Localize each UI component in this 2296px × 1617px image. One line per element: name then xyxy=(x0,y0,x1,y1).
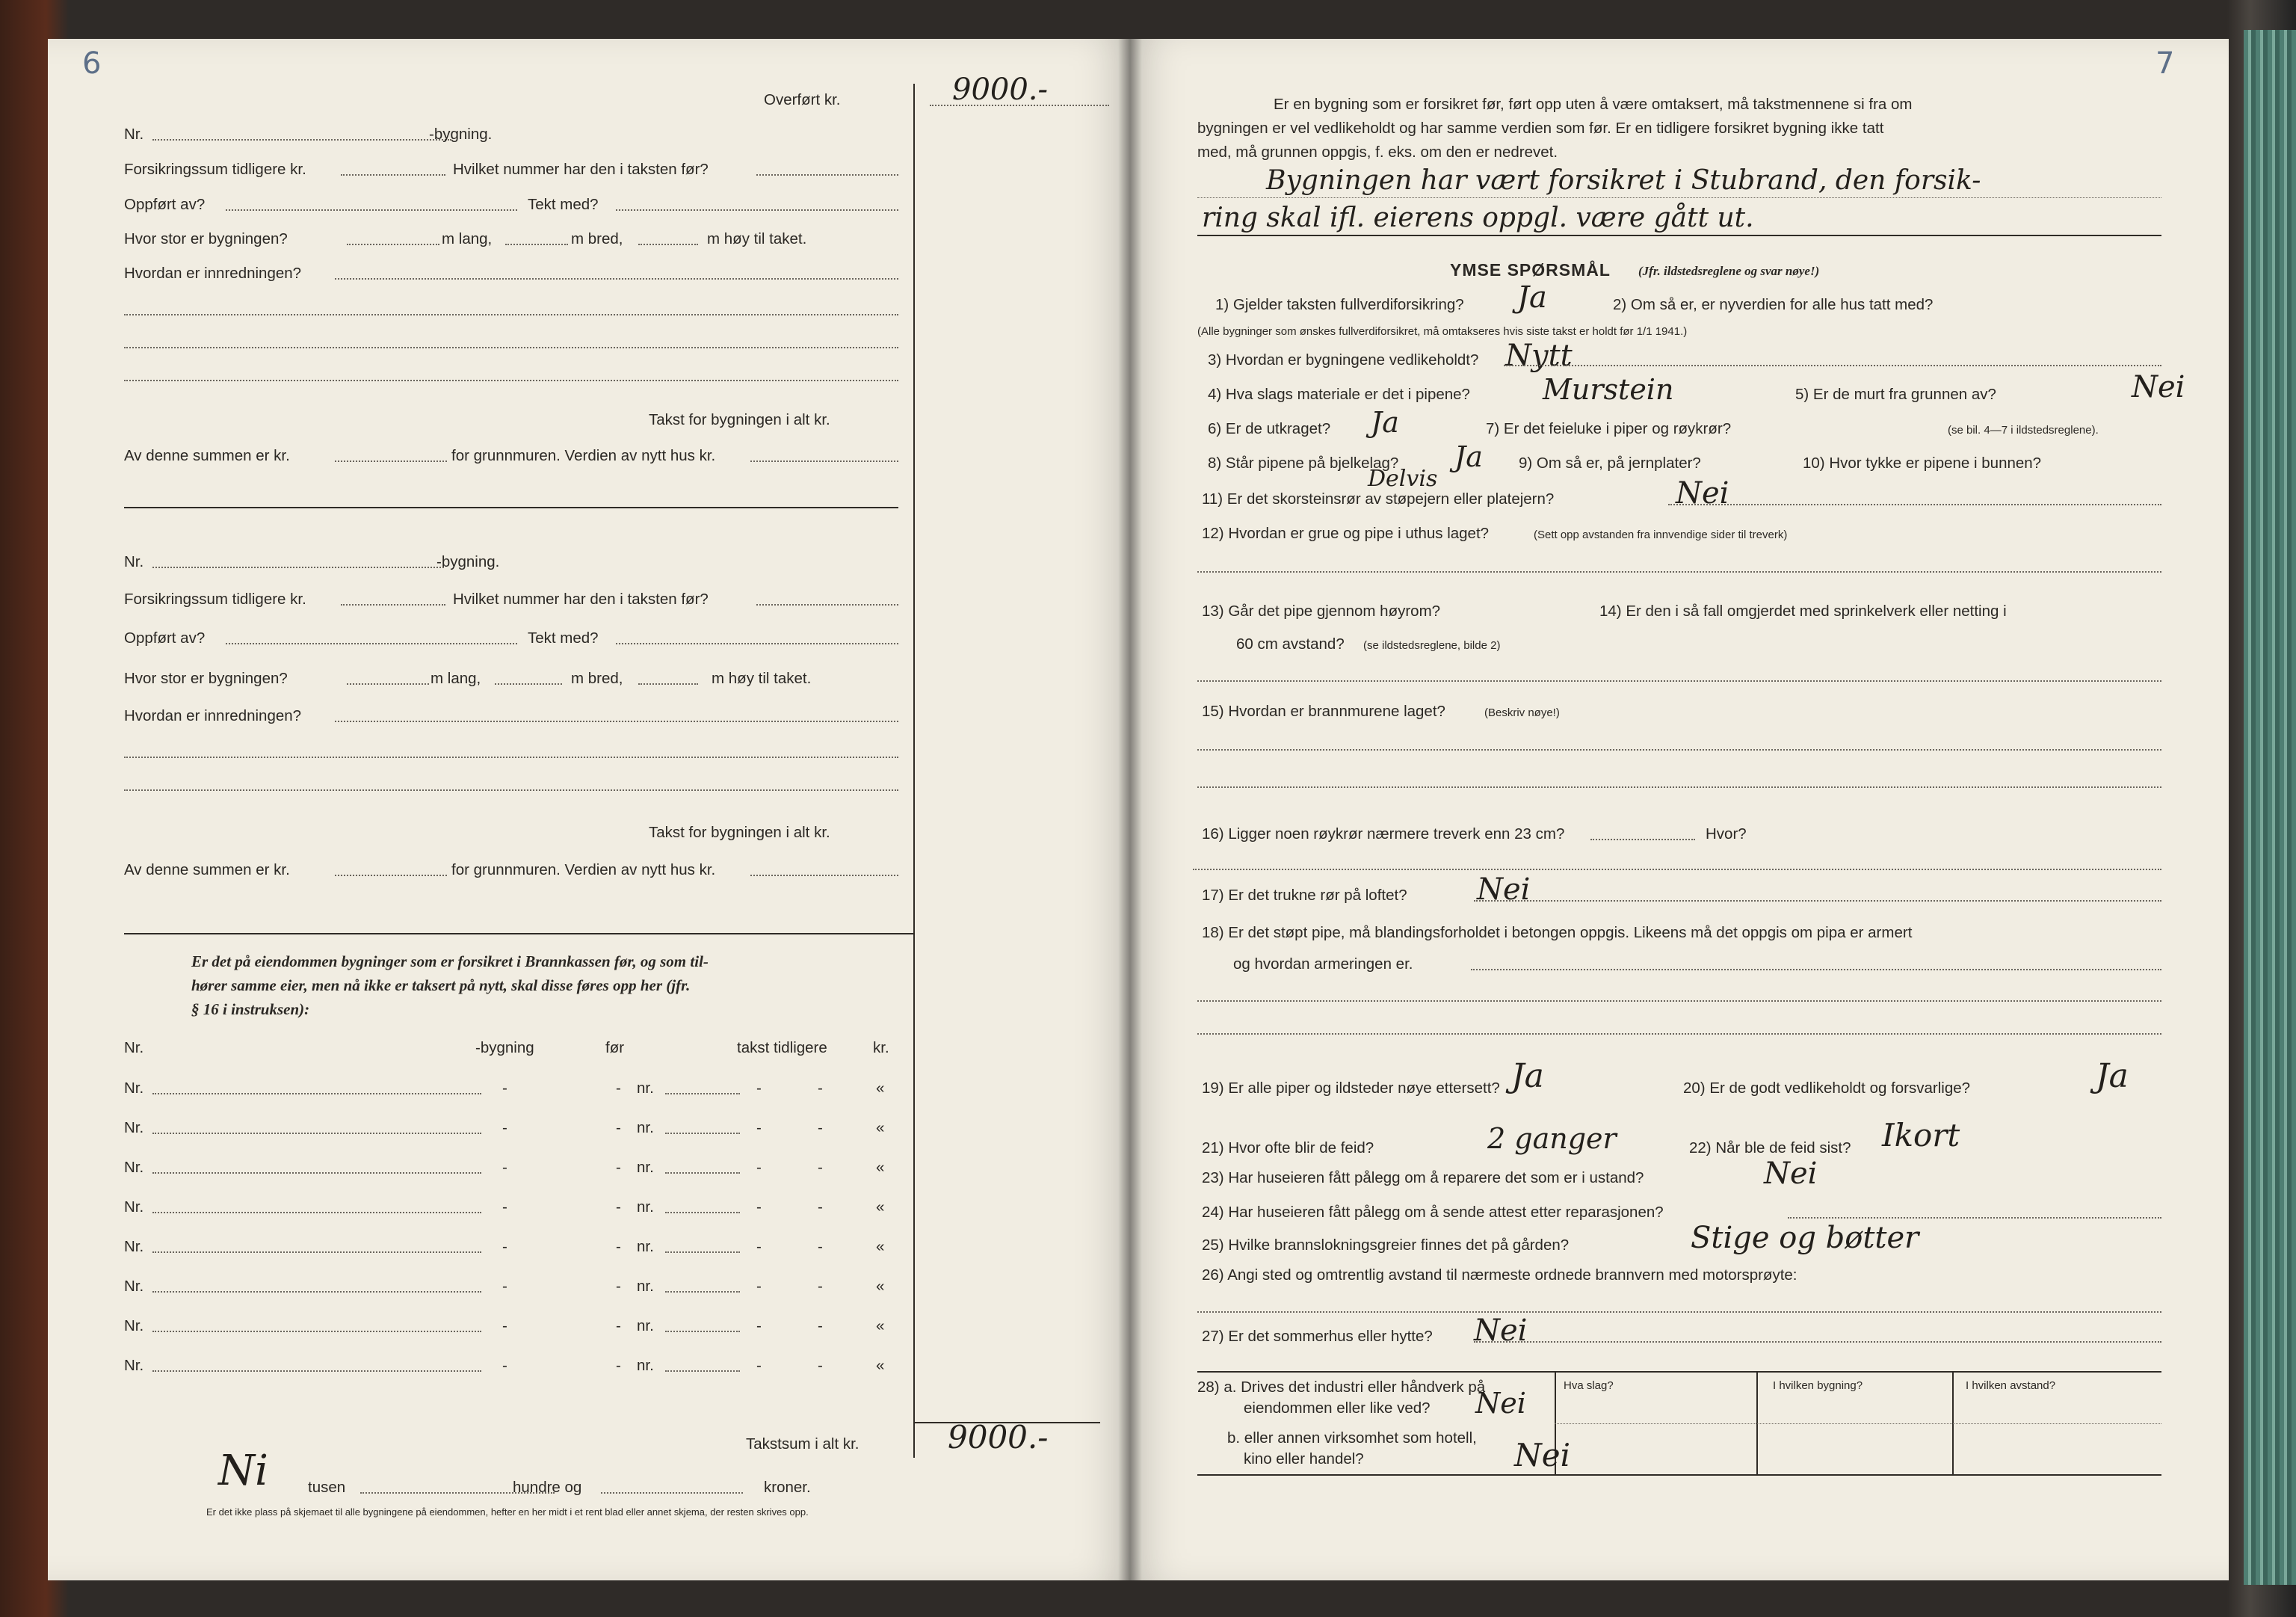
b1-forsikring-dots xyxy=(341,174,445,176)
b1-av-denne: Av denne summen er kr. xyxy=(124,447,290,464)
b2-innredning-dots-3 xyxy=(124,789,898,791)
hundre-dots xyxy=(601,1492,743,1494)
row-nr-dots xyxy=(152,1251,481,1253)
a4: Murstein xyxy=(1543,373,1674,406)
sum-in-words-value: Ni xyxy=(218,1447,268,1495)
q7: 7) Er det feieluke i piper og røykrør? xyxy=(1486,420,1732,437)
q22: 22) Når ble de feid sist? xyxy=(1689,1139,1851,1156)
a11-dots xyxy=(1668,504,2161,505)
row-nr2-dots xyxy=(665,1291,740,1293)
q15-dots-2 xyxy=(1197,786,2161,788)
row-nr: Nr. xyxy=(124,1159,144,1176)
a21: 2 ganger xyxy=(1487,1122,1617,1155)
row-q: « xyxy=(876,1238,885,1255)
q5: 5) Er de murt fra grunnen av? xyxy=(1795,386,1996,403)
row-dash4: - xyxy=(818,1079,823,1097)
b2-oppfort: Oppført av? xyxy=(124,629,206,647)
q15-note: (Beskriv nøye!) xyxy=(1484,706,1560,719)
instruction-line-3: § 16 i instruksen): xyxy=(191,1000,310,1018)
a8: Ja xyxy=(1454,440,1483,473)
row-dash3: - xyxy=(756,1159,762,1176)
q28-bottom-rule xyxy=(1197,1474,2161,1476)
right-page xyxy=(1130,39,2229,1580)
q15: 15) Hvordan er brannmurene laget? xyxy=(1202,703,1445,720)
row-nr2-dots xyxy=(665,1133,740,1134)
b1-innredning: Hvordan er innredningen? xyxy=(124,265,302,282)
row-nr2: nr. xyxy=(637,1119,654,1136)
q18a: 18) Er det støpt pipe, må blandingsforholdet i betongen oppgis. Likeens må det oppgis om pipa er armert xyxy=(1202,924,1913,941)
ymse-title: YMSE SPØRSMÅL xyxy=(1450,260,1611,280)
q13: 13) Går det pipe gjennom høyrom? xyxy=(1202,603,1441,620)
row-nr2: nr. xyxy=(637,1357,654,1374)
b1-oppfort-dots xyxy=(226,209,517,211)
a20: Ja xyxy=(2096,1057,2129,1095)
row-dash2: - xyxy=(616,1278,621,1295)
row-nr-dots xyxy=(152,1133,481,1134)
q24: 24) Har huseieren fått pålegg om å sende attest etter reparasjonen? xyxy=(1202,1204,1664,1221)
b2-av-denne-dots xyxy=(335,875,447,876)
row-dash3: - xyxy=(756,1238,762,1255)
b2-hvilket: Hvilket nummer har den i taksten før? xyxy=(453,591,709,608)
q14b: 60 cm avstand? xyxy=(1236,635,1345,653)
b2-forsikring-dots xyxy=(341,604,445,606)
row-nr2-dots xyxy=(665,1172,740,1174)
row-dash3: - xyxy=(756,1119,762,1136)
tusen-label: tusen xyxy=(308,1479,346,1496)
intro-line-1: Er en bygning som er forsikret før, ført opp uten å være omtaksert, må takstmennene si fra om xyxy=(1274,96,1913,113)
q12-dots xyxy=(1197,571,2161,573)
q12: 12) Hvordan er grue og pipe i uthus laget? xyxy=(1202,525,1490,542)
b2-hvor-stor: Hvor stor er bygningen? xyxy=(124,670,288,687)
q14: 14) Er den i så fall omgjerdet med sprinkelverk eller netting i xyxy=(1599,603,2007,620)
col-hvilken-avstand: I hvilken avstand? xyxy=(1966,1379,2056,1392)
b1-oppfort: Oppført av? xyxy=(124,196,206,213)
page-number-left: 6 xyxy=(82,46,102,81)
q16: 16) Ligger noen røykrør nærmere treverk enn 23 cm? xyxy=(1202,825,1565,843)
b1-hvilket: Hvilket nummer har den i taksten før? xyxy=(453,161,709,178)
row-nr-dots xyxy=(152,1093,481,1094)
q28a-line-2: eiendommen eller like ved? xyxy=(1244,1399,1431,1417)
page-edges xyxy=(2244,30,2296,1585)
kroner-label: kroner. xyxy=(764,1479,811,1496)
q28-top-rule xyxy=(1197,1371,2161,1373)
b2-tekt: Tekt med? xyxy=(528,629,599,647)
b1-nr: Nr. xyxy=(124,126,144,143)
remark-line-1 xyxy=(1197,197,2161,198)
b2-oppfort-dots xyxy=(226,643,517,644)
q18-dots-2 xyxy=(1197,1000,2161,1002)
b2-hvilket-dots xyxy=(756,604,898,606)
q25: 25) Hvilke brannslokningsgreier finnes det på gården? xyxy=(1202,1236,1570,1254)
a3-dots xyxy=(1504,365,2161,366)
q26-dots xyxy=(1197,1311,2161,1313)
a28a: Nei xyxy=(1475,1387,1526,1420)
row-dash4: - xyxy=(818,1198,823,1216)
row-dash1: - xyxy=(502,1238,507,1255)
q23: 23) Har huseieren fått pålegg om å reparere det som er i ustand? xyxy=(1202,1169,1644,1186)
row-q: « xyxy=(876,1278,885,1295)
b2-nr-dots xyxy=(152,567,444,568)
row-nr: Nr. xyxy=(124,1198,144,1216)
q16-dots-2 xyxy=(1193,869,2161,870)
b1-nr-dots xyxy=(152,139,451,141)
instruction-line-1: Er det på eiendommen bygninger som er forsikret i Brannkassen før, og som til- xyxy=(191,952,709,970)
col-hvilken-bygning: I hvilken bygning? xyxy=(1773,1379,1863,1392)
a22: Ikort xyxy=(1882,1117,1960,1154)
row-nr: Nr. xyxy=(124,1278,144,1295)
q10: 10) Hvor tykke er pipene i bunnen? xyxy=(1803,455,2042,472)
th-nr: Nr. xyxy=(124,1039,144,1056)
takstsum-label: Takstsum i alt kr. xyxy=(746,1435,860,1453)
b2-bygning: -bygning. xyxy=(436,553,500,570)
q11: 11) Er det skorsteinsrør av støpejern eller platejern? xyxy=(1202,490,1555,508)
b1-tekt: Tekt med? xyxy=(528,196,599,213)
row-nr2-dots xyxy=(665,1212,740,1213)
row-dash1: - xyxy=(502,1317,507,1334)
q12-note: (Sett opp avstanden fra innvendige sider til treverk) xyxy=(1534,529,1788,541)
left-page xyxy=(48,39,1130,1580)
row-dash2: - xyxy=(616,1079,621,1097)
b1-hvor-stor: Hvor stor er bygningen? xyxy=(124,230,288,247)
q14-dots xyxy=(1197,680,2161,682)
row-dash3: - xyxy=(756,1198,762,1216)
q7-note: (se bil. 4—7 i ildstedsreglene). xyxy=(1948,424,2099,437)
q15-dots-1 xyxy=(1197,749,2161,751)
row-nr-dots xyxy=(152,1370,481,1372)
row-dash4: - xyxy=(818,1238,823,1255)
a17: Nei xyxy=(1477,872,1531,907)
b2-innredning: Hvordan er innredningen? xyxy=(124,707,302,724)
q21: 21) Hvor ofte blir de feid? xyxy=(1202,1139,1374,1156)
b1-takst: Takst for bygningen i alt kr. xyxy=(649,411,830,428)
row-nr2: nr. xyxy=(637,1238,654,1255)
th-bygning: -bygning xyxy=(475,1039,534,1056)
row-nr: Nr. xyxy=(124,1238,144,1255)
q28-col-2 xyxy=(1756,1371,1758,1474)
a25: Stige og bøtter xyxy=(1691,1221,1919,1255)
row-q: « xyxy=(876,1317,885,1334)
row-dash2: - xyxy=(616,1198,621,1216)
overfort-label: Overført kr. xyxy=(764,91,841,108)
row-nr2-dots xyxy=(665,1093,740,1094)
handwritten-remark-2: ring skal ifl. eierens oppgl. være gått ut. xyxy=(1202,203,1754,233)
q28-mid-rule xyxy=(1555,1423,2161,1424)
row-nr2: nr. xyxy=(637,1278,654,1295)
row-dash1: - xyxy=(502,1278,507,1295)
row-nr: Nr. xyxy=(124,1317,144,1334)
row-nr2-dots xyxy=(665,1331,740,1332)
b2-av-denne: Av denne summen er kr. xyxy=(124,861,290,878)
q27-dots xyxy=(1474,1341,2161,1343)
q16b: Hvor? xyxy=(1706,825,1747,843)
q8: 8) Står pipene på bjelkelag? xyxy=(1208,455,1399,472)
a11: Nei xyxy=(1676,476,1729,511)
row-dash1: - xyxy=(502,1198,507,1216)
b1-lang-dots xyxy=(347,244,439,245)
a1: Ja xyxy=(1517,280,1547,315)
row-nr: Nr. xyxy=(124,1357,144,1374)
q19: 19) Er alle piper og ildsteder nøye ettersett? xyxy=(1202,1079,1500,1097)
b2-hoy-dots xyxy=(638,683,698,685)
b1-m-lang: m lang, xyxy=(442,230,493,247)
row-dash3: - xyxy=(756,1317,762,1334)
row-dash2: - xyxy=(616,1317,621,1334)
a28b: Nei xyxy=(1514,1437,1571,1473)
q24-dots xyxy=(1788,1217,2161,1219)
b1-innredning-dots-1 xyxy=(335,278,898,280)
divider-1 xyxy=(124,507,898,508)
row-q: « xyxy=(876,1357,885,1374)
b2-nr: Nr. xyxy=(124,553,144,570)
book-spine xyxy=(1118,39,1142,1580)
row-nr2: nr. xyxy=(637,1198,654,1216)
row-dash1: - xyxy=(502,1357,507,1374)
a6: Ja xyxy=(1371,406,1399,439)
a5: Nei xyxy=(2132,370,2185,404)
row-dash1: - xyxy=(502,1159,507,1176)
b2-lang-dots xyxy=(347,683,429,685)
row-nr-dots xyxy=(152,1291,481,1293)
b1-forsikring: Forsikringssum tidligere kr. xyxy=(124,161,306,178)
row-nr-dots xyxy=(152,1331,481,1332)
a19: Ja xyxy=(1511,1057,1544,1095)
b1-av-denne-dots xyxy=(335,461,447,462)
row-nr: Nr. xyxy=(124,1079,144,1097)
row-nr: Nr. xyxy=(124,1119,144,1136)
q20: 20) Er de godt vedlikeholdt og forsvarlige? xyxy=(1683,1079,1971,1097)
row-q: « xyxy=(876,1119,885,1136)
q4: 4) Hva slags materiale er det i pipene? xyxy=(1208,386,1470,403)
row-dash4: - xyxy=(818,1278,823,1295)
row-dash1: - xyxy=(502,1079,507,1097)
row-dash2: - xyxy=(616,1159,621,1176)
intro-line-2: bygningen er vel vedlikeholdt og har samme verdien som før. Er en tidligere forsikret bygning ikke tatt xyxy=(1197,120,1884,137)
row-nr2-dots xyxy=(665,1251,740,1253)
q17-dots xyxy=(1474,900,2161,902)
b2-bred-dots xyxy=(495,683,562,685)
row-dash2: - xyxy=(616,1357,621,1374)
b2-grunnmur-dots xyxy=(750,875,898,876)
a23: Nei xyxy=(1764,1156,1818,1191)
row-dash4: - xyxy=(818,1119,823,1136)
b1-hoy-dots xyxy=(638,244,698,245)
row-nr2: nr. xyxy=(637,1079,654,1097)
row-nr-dots xyxy=(152,1172,481,1174)
row-nr2: nr. xyxy=(637,1317,654,1334)
row-q: « xyxy=(876,1079,885,1097)
row-dash2: - xyxy=(616,1238,621,1255)
b2-forsikring: Forsikringssum tidligere kr. xyxy=(124,591,306,608)
row-nr2-dots xyxy=(665,1370,740,1372)
col-hva-slag: Hva slag? xyxy=(1564,1379,1614,1392)
b1-innredning-dots-3 xyxy=(124,347,898,348)
th-kr: kr. xyxy=(873,1039,889,1056)
b2-m-hoy: m høy til taket. xyxy=(712,670,812,687)
row-dash4: - xyxy=(818,1317,823,1334)
q6: 6) Er de utkraget? xyxy=(1208,420,1331,437)
a27: Nei xyxy=(1474,1313,1528,1348)
footnote: Er det ikke plass på skjemaet til alle bygningene på eiendommen, hefter en her midt i et rent blad eller annet skjema, der resten skrives opp. xyxy=(206,1506,809,1518)
q14-note: (se ildstedsreglene, bilde 2) xyxy=(1363,639,1501,652)
row-nr-dots xyxy=(152,1212,481,1213)
q3: 3) Hvordan er bygningene vedlikeholdt? xyxy=(1208,351,1479,369)
b1-innredning-dots-2 xyxy=(124,314,898,315)
row-dash3: - xyxy=(756,1278,762,1295)
q16-dots xyxy=(1590,839,1695,840)
q2: 2) Om så er, er nyverdien for alle hus tatt med? xyxy=(1613,296,1934,313)
overfort-dots xyxy=(930,105,1109,106)
b1-m-hoy: m høy til taket. xyxy=(707,230,807,247)
q28b-line-2: kino eller handel? xyxy=(1244,1450,1364,1467)
b1-hvilket-dots xyxy=(756,174,898,176)
b2-takst: Takst for bygningen i alt kr. xyxy=(649,824,830,841)
instruction-line-2: hører samme eier, men nå ikke er taksert på nytt, skal disse føres opp her (jfr. xyxy=(191,976,691,994)
q27: 27) Er det sommerhus eller hytte? xyxy=(1202,1328,1433,1345)
divider-2 xyxy=(124,933,913,934)
remark-line-2 xyxy=(1197,235,2161,236)
b1-m-bred: m bred, xyxy=(571,230,623,247)
intro-line-3: med, må grunnen oppgis, f. eks. om den er nedrevet. xyxy=(1197,144,1558,161)
row-q: « xyxy=(876,1159,885,1176)
q18b: og hvordan armeringen er. xyxy=(1233,955,1413,973)
th-for: før xyxy=(605,1039,625,1056)
overfort-value: 9000.- xyxy=(952,73,1049,107)
b1-bygning: -bygning. xyxy=(429,126,493,143)
q18-dots-3 xyxy=(1197,1033,2161,1035)
ymse-title-note: (Jfr. ildstedsreglene og svar nøye!) xyxy=(1638,264,1820,278)
row-dash4: - xyxy=(818,1357,823,1374)
th-takst: takst tidligere xyxy=(737,1039,827,1056)
a8-delvis: Delvis xyxy=(1368,466,1438,492)
b2-innredning-dots-2 xyxy=(124,757,898,758)
b1-bred-dots xyxy=(505,244,568,245)
row-dash2: - xyxy=(616,1119,621,1136)
row-dash3: - xyxy=(756,1357,762,1374)
row-q: « xyxy=(876,1198,885,1216)
row-nr2: nr. xyxy=(637,1159,654,1176)
q28a-line-1: 28) a. Drives det industri eller håndverk på xyxy=(1197,1379,1486,1396)
handwritten-remark-1: Bygningen har vært forsikret i Stubrand, den forsik- xyxy=(1266,165,1981,196)
b2-innredning-dots-1 xyxy=(335,721,898,722)
row-dash4: - xyxy=(818,1159,823,1176)
b1-grunnmur-dots xyxy=(750,461,898,462)
takstsum-value: 9000.- xyxy=(948,1419,1049,1456)
q18-dots-1 xyxy=(1471,969,2161,970)
q28b-line-1: b. eller annen virksomhet som hotell, xyxy=(1227,1429,1477,1447)
q28-col-3 xyxy=(1952,1371,1954,1474)
hundre-label: hundre og xyxy=(513,1479,582,1496)
page-number-right: 7 xyxy=(2155,46,2175,81)
q17: 17) Er det trukne rør på loftet? xyxy=(1202,887,1407,904)
b1-grunnmur: for grunnmuren. Verdien av nytt hus kr. xyxy=(451,447,716,464)
row-dash3: - xyxy=(756,1079,762,1097)
q26: 26) Angi sted og omtrentlig avstand til nærmeste ordnede brannvern med motorsprøyte: xyxy=(1202,1266,1797,1284)
b1-innredning-dots-4 xyxy=(124,380,898,381)
q9: 9) Om så er, på jernplater? xyxy=(1519,455,1701,472)
amount-column-rule xyxy=(913,84,915,1458)
row-dash1: - xyxy=(502,1119,507,1136)
b2-m-lang: m lang, xyxy=(430,670,481,687)
q1: 1) Gjelder taksten fullverdiforsikring? xyxy=(1215,296,1464,313)
a3: Nytt xyxy=(1505,339,1573,373)
b2-tekt-dots xyxy=(616,643,898,644)
b1-tekt-dots xyxy=(616,209,898,211)
q1-note: (Alle bygninger som ønskes fullverdiforsikret, må omtakseres hvis siste takst er holdt før 1/1 1941.) xyxy=(1197,325,1688,338)
b2-grunnmur: for grunnmuren. Verdien av nytt hus kr. xyxy=(451,861,716,878)
b2-m-bred: m bred, xyxy=(571,670,623,687)
